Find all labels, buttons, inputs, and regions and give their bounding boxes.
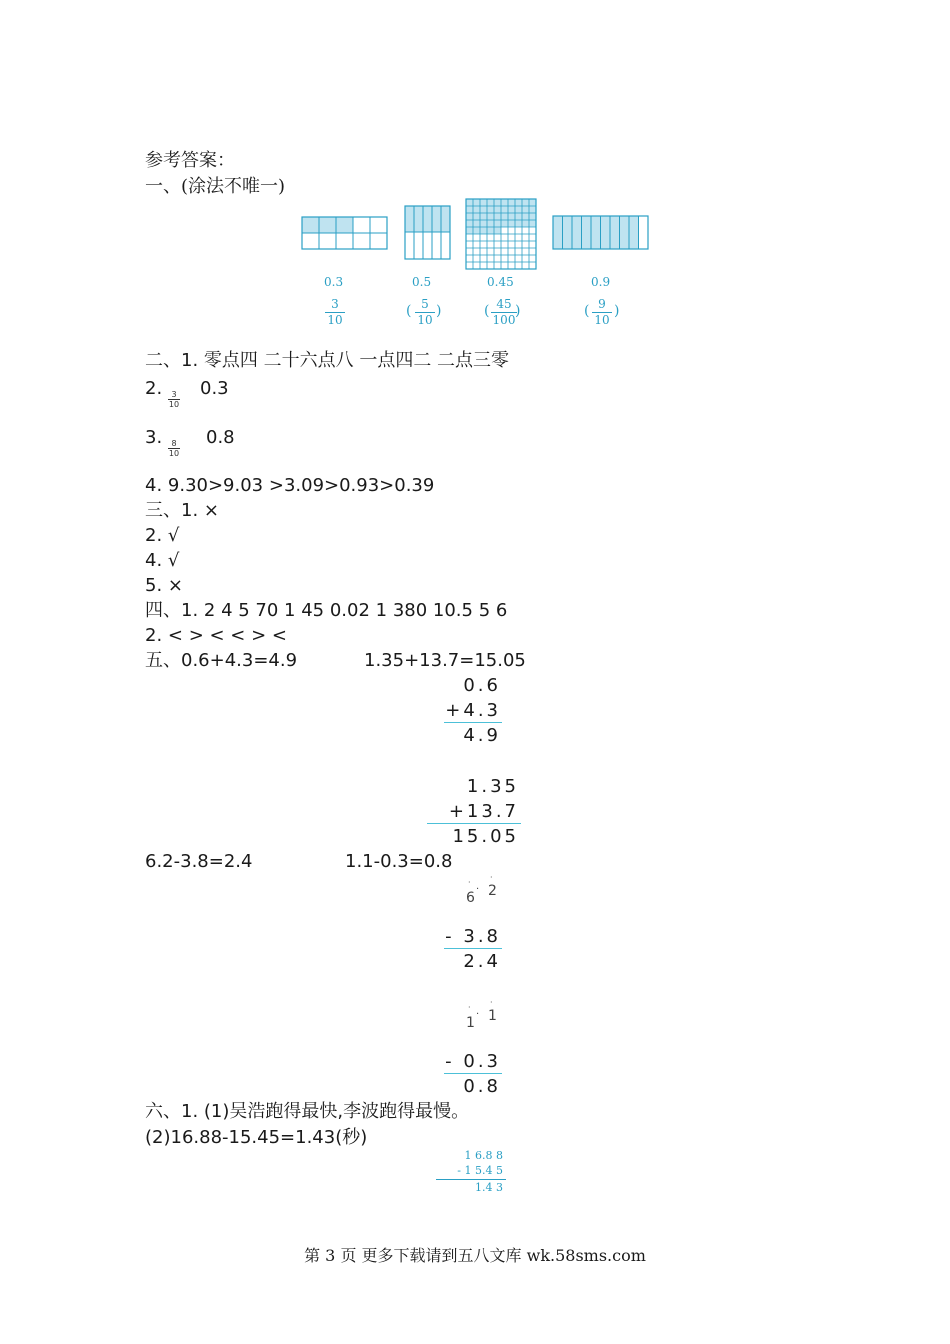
figure-2-fraction: 5 10 <box>415 298 435 327</box>
figure-2-decimal: 0.5 <box>412 275 432 289</box>
calc-5-rule <box>436 1179 506 1180</box>
section-4-line-1: 四、1. 2 4 5 70 1 45 0.02 1 380 10.5 5 6 <box>145 600 508 621</box>
figure-hundredths-045 <box>466 199 536 269</box>
figure-4-decimal: 0.9 <box>591 275 611 289</box>
figure-3-decimal: 0.45 <box>487 275 514 289</box>
calc-2-result: 15.05 <box>452 826 519 847</box>
calc-5-operand: - 1 5.4 5 <box>457 1164 503 1177</box>
calc-2-rule <box>427 823 521 824</box>
section-2-q2-decimal: 0.3 <box>200 378 229 399</box>
page-footer: 第 3 页 更多下载请到五八文库 wk.58sms.com <box>304 1246 646 1265</box>
calc-3-operand: - 3.8 <box>445 926 501 947</box>
calc-4-rule <box>444 1073 502 1074</box>
calc-1-top: 0.6 <box>463 675 501 696</box>
section-2-q3-decimal: 0.8 <box>206 427 235 448</box>
calc-4-result: 0.8 <box>463 1076 501 1097</box>
section-4-line-2: 2. < > < < > < <box>145 625 287 646</box>
calc-3-rule <box>444 948 502 949</box>
figure-tenths-09 <box>553 216 648 249</box>
section-5-eq-3: 6.2-3.8=2.4 <box>145 851 253 872</box>
page-title: 参考答案： <box>145 150 235 171</box>
figure-3-fraction: 45 100 <box>492 297 516 327</box>
paren-open: ( <box>584 303 590 319</box>
section-3-line-4: 5. × <box>145 575 183 596</box>
decimal-shading-figures <box>290 195 670 275</box>
paren-close: ) <box>436 303 442 319</box>
section-6-q2: (2)16.88-15.45=1.43(秒) <box>145 1127 368 1148</box>
section-2-q3-prefix: 3. <box>145 427 163 448</box>
section-3-line-2: 2. √ <box>145 525 180 546</box>
section-2-q4: 4. 9.30>9.03 >3.09>0.93>0.39 <box>145 475 435 496</box>
paren-open: ( <box>406 303 412 319</box>
section-5-eq-2: 1.35+13.7=15.05 <box>364 650 526 671</box>
calc-5-top: 1 6.8 8 <box>464 1149 503 1162</box>
calc-1-rule <box>444 722 502 723</box>
figure-1-fraction: 3 10 <box>325 298 345 327</box>
calc-5-result: 1.4 3 <box>475 1181 503 1194</box>
section-5-eq-4: 1.1-0.3=0.8 <box>345 851 453 872</box>
calc-2-operand: +13.7 <box>448 801 519 822</box>
calc-3-result: 2.4 <box>463 951 501 972</box>
calc-1-operand: +4.3 <box>445 700 501 721</box>
calc-1-result: 4.9 <box>463 725 501 746</box>
figure-1-decimal: 0.3 <box>324 275 344 289</box>
paren-close: ) <box>515 303 521 319</box>
section-6-q1: 六、1. (1)吴浩跑得最快,李波跑得最慢。 <box>145 1101 470 1122</box>
section-2-q2-fraction: 3 10 <box>168 390 180 409</box>
figure-tenths-05 <box>405 206 450 259</box>
calc-2-top: 1.35 <box>466 776 519 797</box>
section-3-line-1: 三、1. × <box>145 500 219 521</box>
section-2-q3-fraction: 8 10 <box>168 439 180 458</box>
section-5-eq-1: 五、0.6+4.3=4.9 <box>145 650 298 671</box>
calc-4-operand: - 0.3 <box>445 1051 501 1072</box>
section-3-line-3: 4. √ <box>145 550 180 571</box>
section-1-heading: 一、(涂法不唯一) <box>145 176 286 197</box>
paren-open: ( <box>484 303 490 319</box>
paren-close: ) <box>614 303 620 319</box>
section-2-q1: 二、1. 零点四 二十六点八 一点四二 二点三零 <box>145 350 510 371</box>
figure-tenths-03 <box>302 217 387 249</box>
section-2-q2-prefix: 2. <box>145 378 163 399</box>
figure-4-fraction: 9 10 <box>592 298 612 327</box>
